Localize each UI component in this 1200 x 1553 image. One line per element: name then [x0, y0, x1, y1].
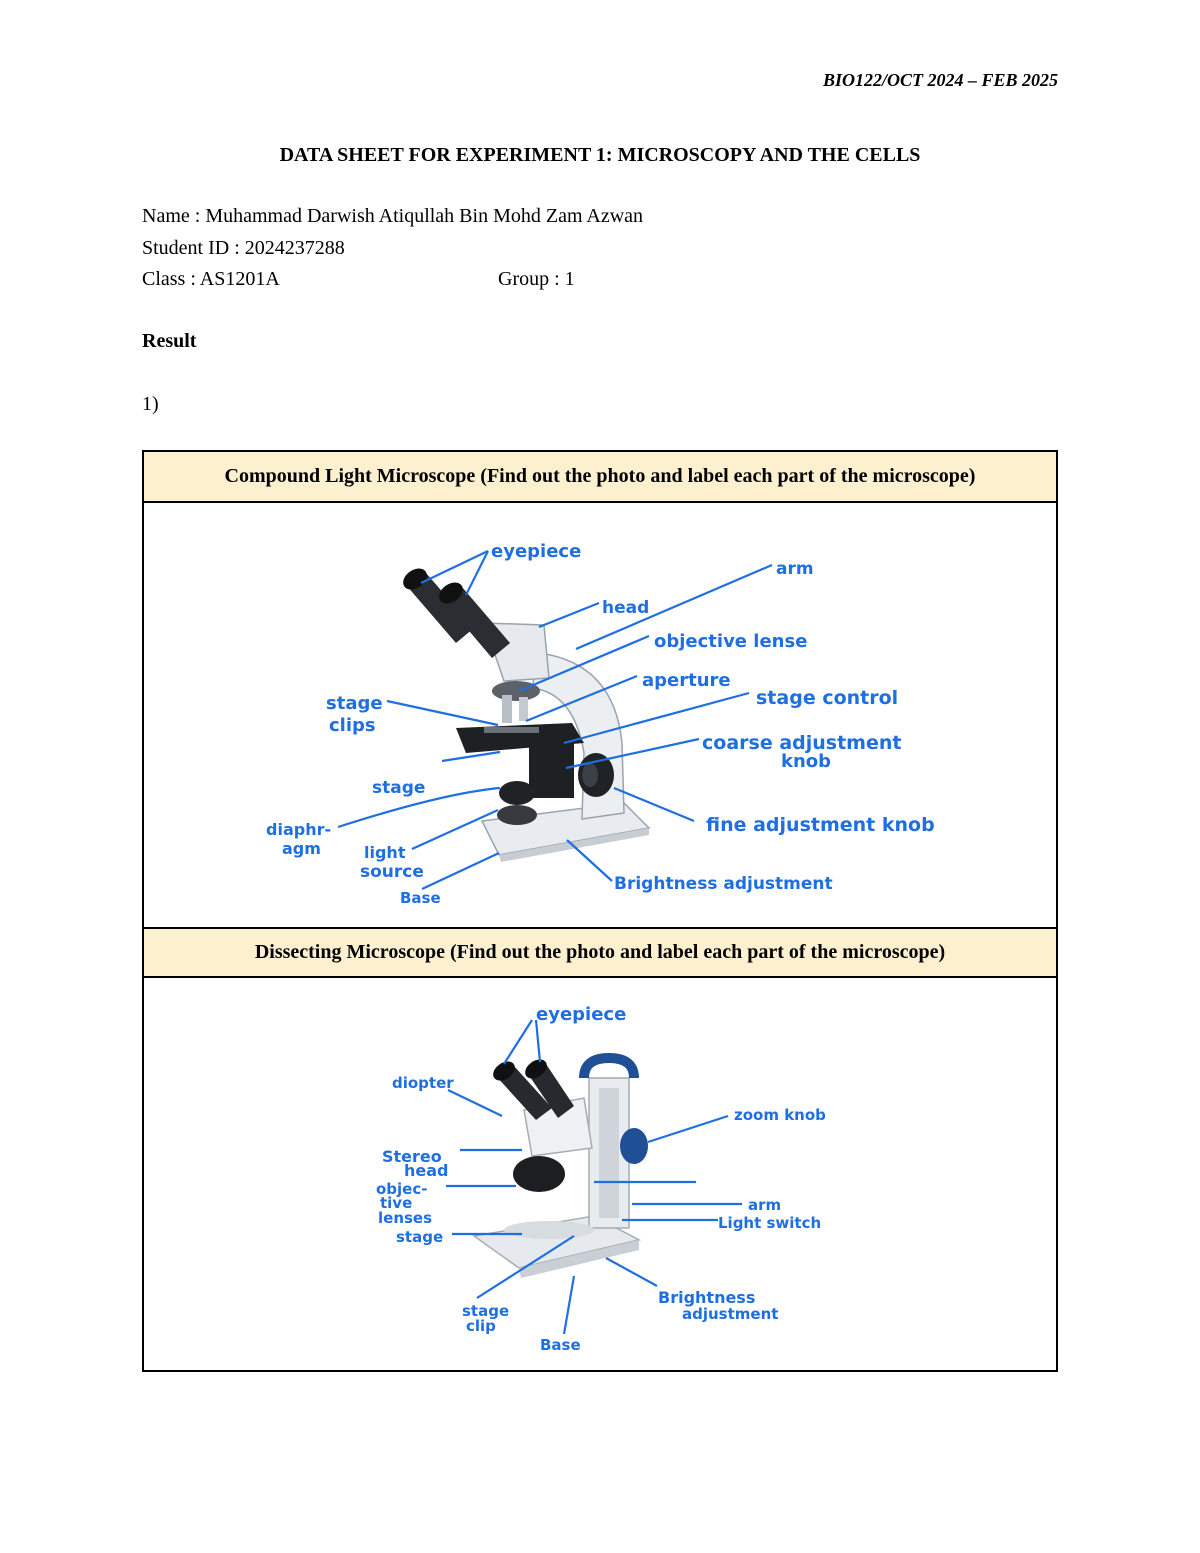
label-objective-lenses: objec- [376, 1180, 428, 1198]
label-diaphragm: diaphr- [266, 820, 332, 839]
label-brightness-adjustment: adjustment [682, 1305, 779, 1323]
result-heading: Result [142, 330, 197, 352]
compound-microscope-diagram [144, 503, 1056, 927]
class-label: Class [142, 268, 186, 290]
separator: : [549, 268, 565, 290]
eyepiece-tubes [399, 564, 510, 658]
label-base: Base [540, 1336, 581, 1354]
label-light-switch: Light switch [718, 1214, 822, 1232]
label-light-source: light [364, 843, 406, 862]
label-objective-lense: objective lense [654, 631, 808, 652]
stage-block-shape [529, 743, 574, 798]
label-arm: arm [776, 559, 814, 579]
document-title: DATA SHEET FOR EXPERIMENT 1: MICROSCOPY AND THE CELLS [279, 144, 921, 166]
stage-plate-shape [504, 1221, 594, 1239]
label-stage-clips: stage [326, 693, 383, 714]
label-stereo-head: head [404, 1161, 449, 1180]
dissecting-heading: Dissecting Microscope (Find out the photo and label each part of the microscope) [144, 929, 1056, 978]
label-coarse-adjustment-knob: coarse adjustment [702, 732, 902, 754]
label-base: Base [400, 889, 441, 907]
label-diopter: diopter [392, 1074, 454, 1092]
label-eyepiece: eyepiece [491, 541, 582, 562]
class-line [142, 268, 280, 291]
class-value: AS1201A [199, 268, 280, 290]
group-line [498, 268, 575, 291]
carry-handle-shape [584, 1058, 634, 1078]
course-reference: BIO122/OCT 2024 – FEB 2025 [822, 70, 1058, 90]
dissecting-microscope-figure [144, 978, 1056, 1372]
light-source-shape [497, 805, 537, 825]
student-id-line [142, 237, 345, 260]
pillar-rail-shape [599, 1088, 619, 1218]
focus-knob-inner-shape [582, 763, 598, 787]
name-line [142, 205, 643, 228]
label-fine-adjustment-knob: fine adjustment knob [706, 814, 935, 836]
student-id-label: Student ID [142, 237, 230, 259]
label-coarse-adjustment-knob: knob [781, 751, 832, 772]
name-label: Name [142, 205, 190, 227]
question-number: 1) [142, 393, 159, 415]
label-head: head [602, 598, 650, 618]
label-stage-control: stage control [756, 687, 899, 709]
label-objective-lenses: lenses [378, 1209, 433, 1227]
label-objective-lenses: tive [380, 1194, 413, 1212]
label-stage-clip: clip [466, 1317, 496, 1335]
stage-clip-shape [484, 727, 539, 733]
separator: : [189, 205, 206, 227]
separator: : [185, 268, 200, 290]
eyepiece-tubes [490, 1056, 574, 1120]
separator: : [229, 237, 245, 259]
label-stage-clip: stage [462, 1302, 510, 1320]
condenser-shape [499, 781, 535, 805]
name-value: Muhammad Darwish Atiqullah Bin Mohd Zam Azwan [205, 205, 644, 227]
label-diaphragm: agm [282, 839, 321, 858]
label-brightness-adjustment: Brightness [658, 1288, 756, 1307]
zoom-knob-shape [620, 1128, 648, 1164]
label-light-source: source [360, 862, 424, 882]
label-stage: stage [372, 778, 426, 798]
label-zoom-knob: zoom knob [734, 1106, 826, 1124]
label-arm: arm [748, 1196, 782, 1214]
objective-shape [519, 697, 528, 721]
label-stereo-head: Stereo [382, 1147, 442, 1166]
group-label: Group [498, 268, 550, 290]
microscope-table [142, 450, 1058, 1372]
objective-lenses-shape [513, 1156, 565, 1192]
compound-heading: Compound Light Microscope (Find out the photo and label each part of the microscope) [144, 452, 1056, 503]
compound-microscope-figure [144, 503, 1056, 929]
label-stage-clips: clips [329, 715, 376, 736]
label-brightness-adjustment: Brightness adjustment [614, 874, 833, 894]
dissecting-microscope-diagram [144, 978, 1056, 1370]
group-value: 1 [564, 268, 575, 290]
objective-shape [502, 695, 512, 723]
label-aperture: aperture [642, 670, 731, 691]
label-eyepiece: eyepiece [536, 1004, 627, 1025]
label-stage: stage [396, 1228, 444, 1246]
student-id-value: 2024237288 [244, 237, 345, 259]
